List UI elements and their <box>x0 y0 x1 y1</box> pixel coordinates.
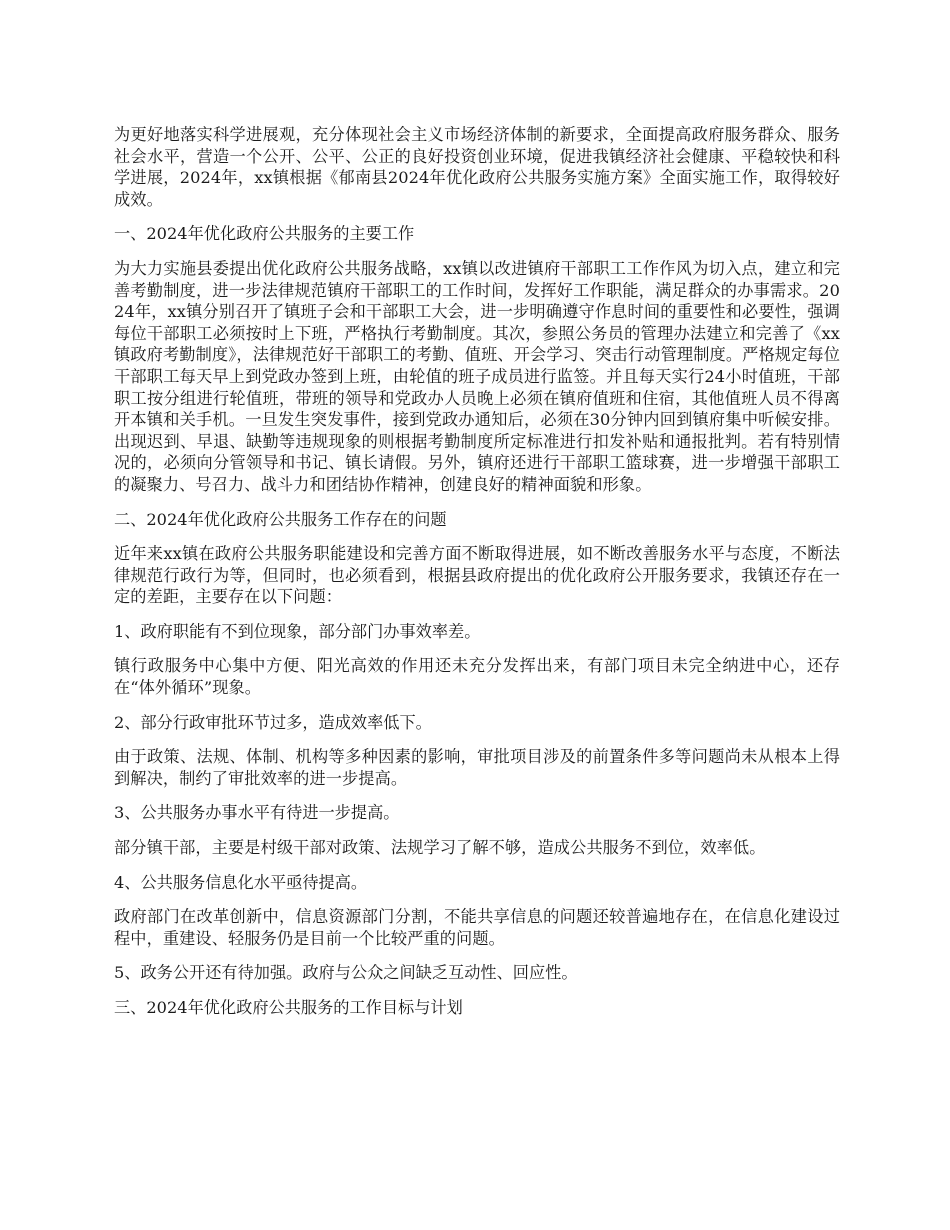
problem-heading-5: 5、政务公开还有待加强。政府与公众之间缺乏互动性、回应性。 <box>114 963 578 983</box>
document-page <box>114 124 840 1032</box>
problem-heading-3: 3、公共服务办事水平有待进一步提高。 <box>114 803 400 823</box>
section-heading-1: 一、2024年优化政府公共服务的主要工作 <box>114 224 415 244</box>
problem-heading-1: 1、政府职能有不到位现象，部分部门办事效率差。 <box>114 621 481 641</box>
problem-heading-4: 4、公共服务信息化水平亟待提高。 <box>114 872 368 892</box>
intro-paragraph: 为更好地落实科学进展观，充分体现社会主义市场经济体制的新要求，全面提高政府服务群众、服务社会水平，营造一个公开、公平、公正的良好投资创业环境，促进我镇经济社会健康、平稳较快和科学进展，2024年，xx镇根据《郁南县2024年优化政府公共服务实施方案》全面实施工作，取得较好成效。 <box>114 125 840 209</box>
problem-paragraph-4: 政府部门在改革创新中，信息资源部门分割，不能共享信息的问题还较普遍地存在，在信息化建设过程中，重建设、轻服务仍是目前一个比较严重的问题。 <box>114 907 840 948</box>
problem-paragraph-2: 由于政策、法规、体制、机构等多种因素的影响，审批项目涉及的前置条件多等问题尚未从根本上得到解决，制约了审批效率的进一步提高。 <box>114 747 840 788</box>
section-2-paragraph: 近年来xx镇在政府公共服务职能建设和完善方面不断取得进展，如不断改善服务水平与态度，不断法律规范行政行为等，但同时，也必须看到，根据县政府提出的优化政府公开服务要求，我镇还存在一定的差距，主要存在以下问题： <box>114 544 840 607</box>
section-1-paragraph: 为大力实施县委提出优化政府公共服务战略，xx镇以改进镇府干部职工工作作风为切入点，建立和完善考勤制度，进一步法律规范镇府干部职工的工作时间，发挥好工作职能，满足群众的办事需求。2024年，xx镇分别召开了镇班子会和干部职工大会，进一步明确遵守作息时间的重要性和必要性，强调每位干部职工必须按时上下班，严格执行考勤制度。其次，参照公务员的管理办法建立和完善了《xx镇政府考勤制度》，法律规范好干部职工的考勤、值班、开会学习、突击行动管理制度。严格规定每位干部职工每天早上到党政办签到上班，由轮值的班子成员进行监签。并且每天实行24小时值班，干部职工按分组进行轮值班，带班的领导和党政办人员晚上必须在镇府值班和住宿，其他值班人员不得离开本镇和关手机。一旦发生突发事件，接到党政办通知后，必须在30分钟内回到镇府集中听候安排。出现迟到、早退、缺勤等违规现象的则根据考勤制度所定标准进行扣发补贴和通报批判。若有特别情况的，必须向分管领导和书记、镇长请假。另外，镇府还进行干部职工篮球赛，进一步增强干部职工的凝聚力、号召力、战斗力和团结协作精神，创建良好的精神面貌和形象。 <box>114 258 840 494</box>
section-heading-3: 三、2024年优化政府公共服务的工作目标与计划 <box>114 998 463 1017</box>
problem-paragraph-3: 部分镇干部，主要是村级干部对政策、法规学习了解不够，造成公共服务不到位，效率低。 <box>114 838 766 858</box>
problem-paragraph-1: 镇行政服务中心集中方便、阳光高效的作用还未充分发挥出来，有部门项目未完全纳进中心，还存在“体外循环”现象。 <box>114 656 840 698</box>
problem-heading-2: 2、部分行政审批环节过多，造成效率低下。 <box>114 712 432 732</box>
section-heading-2: 二、2024年优化政府公共服务工作存在的问题 <box>114 509 447 529</box>
